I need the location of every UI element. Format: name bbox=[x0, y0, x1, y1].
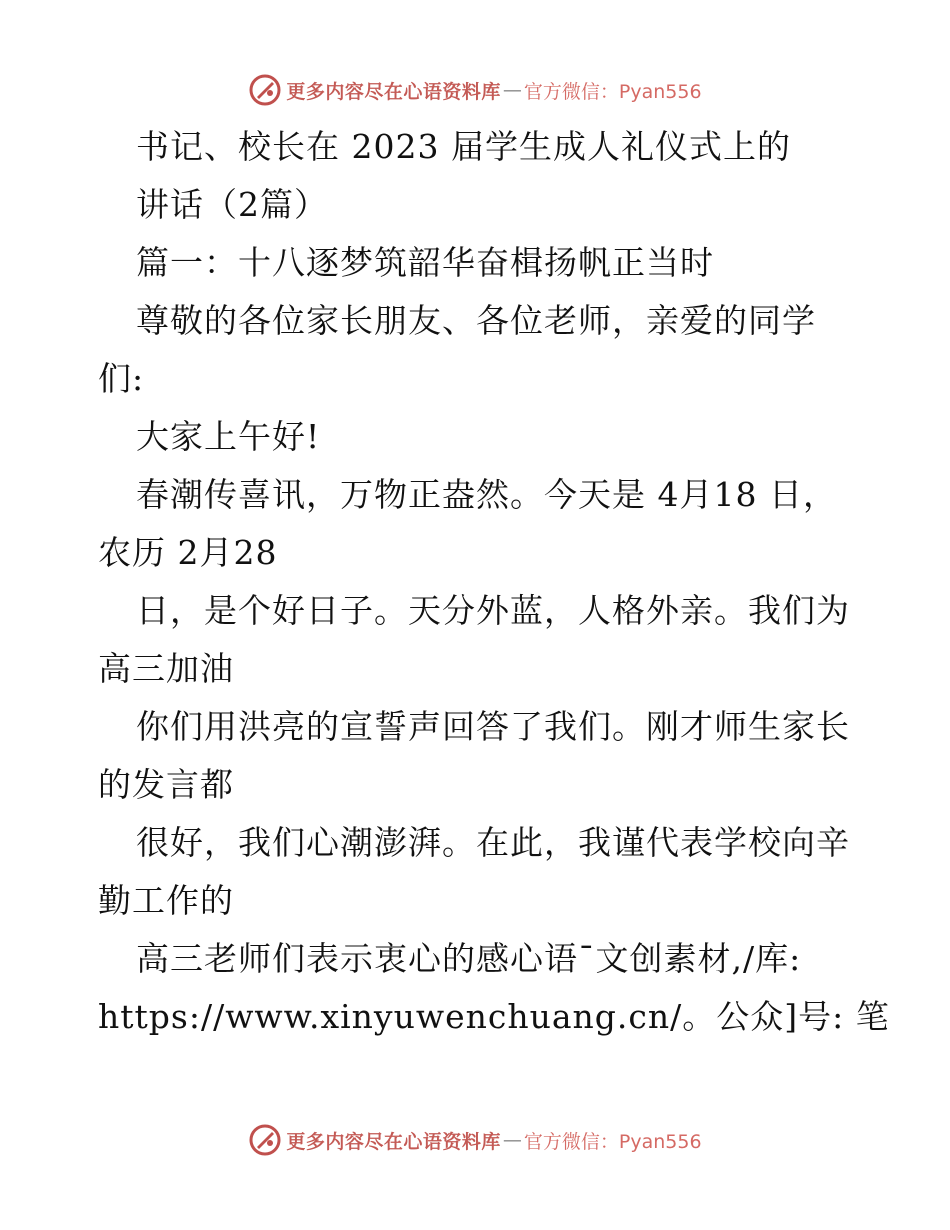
text-line: 讲话（2篇） bbox=[136, 185, 328, 224]
text-line: 书记、校长在 2023 届学生成人礼仪式上的 bbox=[136, 127, 791, 166]
document-body bbox=[98, 118, 890, 1046]
banner-text: 更多内容尽在心语资料库 bbox=[286, 1130, 501, 1153]
banner-wechat: 官方微信：Pyan556 bbox=[523, 1130, 702, 1153]
header-banner bbox=[0, 70, 950, 110]
text-line: 日，是个好日子。天分外蓝，人格外亲。我们为 bbox=[136, 591, 850, 630]
banner-separator: — bbox=[502, 1129, 522, 1151]
text-line: 们: bbox=[98, 359, 145, 398]
brand-logo-icon bbox=[248, 1123, 282, 1157]
text-line: 的发言都 bbox=[98, 765, 234, 804]
text-line: 大家上午好! bbox=[136, 417, 321, 456]
text-line: 春潮传喜讯，万物正盎然。今天是 4月18 日， bbox=[136, 475, 837, 514]
banner-separator: — bbox=[502, 79, 522, 101]
text-line: 尊敬的各位家长朋友、各位老师，亲爱的同学 bbox=[136, 301, 816, 340]
text-line: 篇一：十八逐梦筑韶华奋楫扬帆正当时 bbox=[136, 243, 714, 282]
banner-text: 更多内容尽在心语资料库 bbox=[286, 80, 501, 103]
text-line: 勤工作的 bbox=[98, 881, 234, 920]
footer-banner bbox=[0, 1120, 950, 1160]
text-line: 农历 2月28 bbox=[98, 533, 278, 572]
text-line: 高三加油 bbox=[98, 649, 234, 688]
text-line: 你们用洪亮的宣誓声回答了我们。刚才师生家长 bbox=[136, 707, 850, 746]
text-line: 高三老师们表示衷心的感心语¯文创素材,/库: bbox=[136, 939, 802, 978]
banner-wechat: 官方微信：Pyan556 bbox=[523, 80, 702, 103]
brand-logo-icon bbox=[248, 73, 282, 107]
text-line: https://www.xinyuwenchuang.cn/。公众]号: 笔 bbox=[98, 997, 890, 1036]
text-line: 很好，我们心潮澎湃。在此，我谨代表学校向辛 bbox=[136, 823, 850, 862]
